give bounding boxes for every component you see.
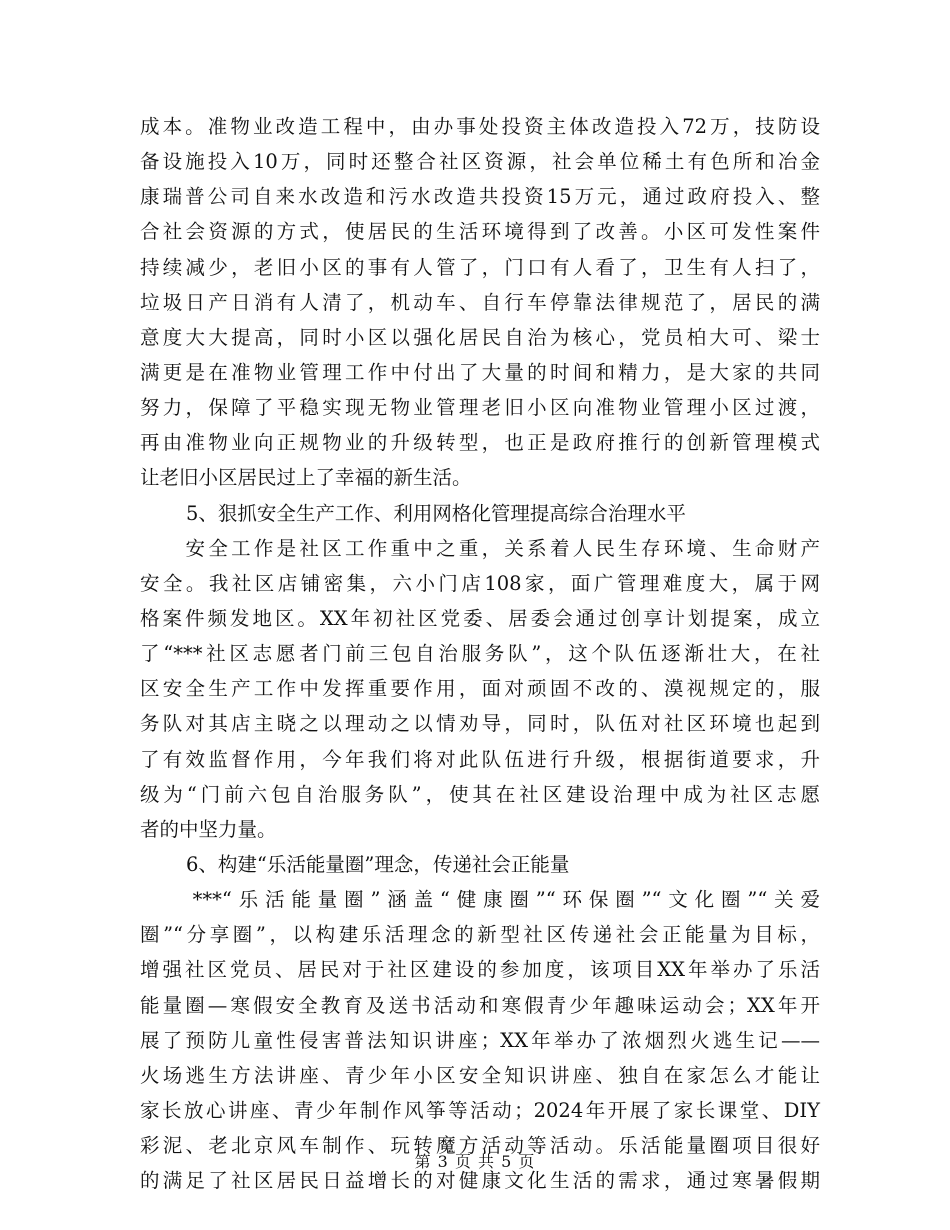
body-line: 了有效监督作用，今年我们将对此队伍进行升级，根据街道要求，升 [140,747,820,771]
body-line: 能量圈—寒假安全教育及送书活动和寒假青少年趣味运动会；XX年开 [140,993,820,1017]
page-number-footer: 第 3 页 共 5 页 [414,1152,536,1171]
body-line: 持续减少，老旧小区的事有人管了，门口有人看了，卫生有人扫了， [140,255,820,279]
body-line: 垃圾日产日消有人清了，机动车、自行车停靠法律规范了，居民的满 [140,290,820,314]
body-line: 满更是在准物业管理工作中付出了大量的时间和精力，是大家的共同 [140,360,820,384]
body-line: 备设施投入10万，同时还整合社区资源，社会单位稀土有色所和冶金 [140,150,820,174]
body-line: 级为“门前六包自治服务队”，使其在社区建设治理中成为社区志愿 [140,782,820,806]
document-body [140,109,820,1198]
body-line: 努力，保障了平稳实现无物业管理老旧小区向准物业管理小区过渡， [140,396,820,420]
body-line: 了“***社区志愿者门前三包自治服务队”，这个队伍逐渐壮大，在社 [140,642,820,666]
body-line: 火场逃生方法讲座、青少年小区安全知识讲座、独自在家怎么才能让 [140,1063,820,1087]
body-line: 再由准物业向正规物业的升级转型，也正是政府推行的创新管理模式 [140,431,820,455]
body-line: 彩泥、老北京风车制作、玩转魔方活动等活动。乐活能量圈项目很好 [140,1134,820,1158]
body-line: 格案件频发地区。XX年初社区党委、居委会通过创享计划提案，成立 [140,606,820,630]
section-heading: 6、构建“乐活能量圈”理念，传递社会正能量 [186,852,570,876]
body-line: 区安全生产工作中发挥重要作用，面对顽固不改的、漠视规定的，服 [140,677,820,701]
body-line: 康瑞普公司自来水改造和污水改造共投资15万元，通过政府投入、整 [140,185,820,209]
body-line: 成本。准物业改造工程中，由办事处投资主体改造投入72万，技防设 [140,115,820,138]
body-line: 安全。我社区店铺密集，六小门店108家，面广管理难度大，属于网 [140,571,820,595]
body-line: 让老旧小区居民过上了幸福的新生活。 [140,466,472,490]
body-line: 安全工作是社区工作重中之重，关系着人民生存环境、生命财产 [140,536,820,560]
body-line: ***“乐活能量圈”涵盖“健康圈”“环保圈”“文化圈”“关爱 [140,888,820,912]
body-line: 增强社区党员、居民对于社区建设的参加度，该项目XX年举办了乐活 [140,958,820,982]
body-line: 圈”“分享圈”，以构建乐活理念的新型社区传递社会正能量为目标， [140,923,820,947]
body-line: 的满足了社区居民日益增长的对健康文化生活的需求，通过寒暑假期 [140,1169,820,1193]
body-line: 合社会资源的方式，使居民的生活环境得到了改善。小区可发性案件 [140,220,820,244]
body-line: 意度大大提高，同时小区以强化居民自治为核心，党员柏大可、梁士 [140,325,820,349]
body-line: 展了预防儿童性侵害普法知识讲座；XX年举办了浓烟烈火逃生记—— [140,1028,820,1052]
body-line: 务队对其店主晓之以理动之以情劝导，同时，队伍对社区环境也起到 [140,712,820,736]
body-line: 家长放心讲座、青少年制作风筝等活动；2024年开展了家长课堂、DIY [140,1098,820,1122]
body-line: 者的中坚力量。 [140,817,277,841]
section-heading: 5、狠抓安全生产工作、利用网格化管理提高综合治理水平 [186,501,686,525]
